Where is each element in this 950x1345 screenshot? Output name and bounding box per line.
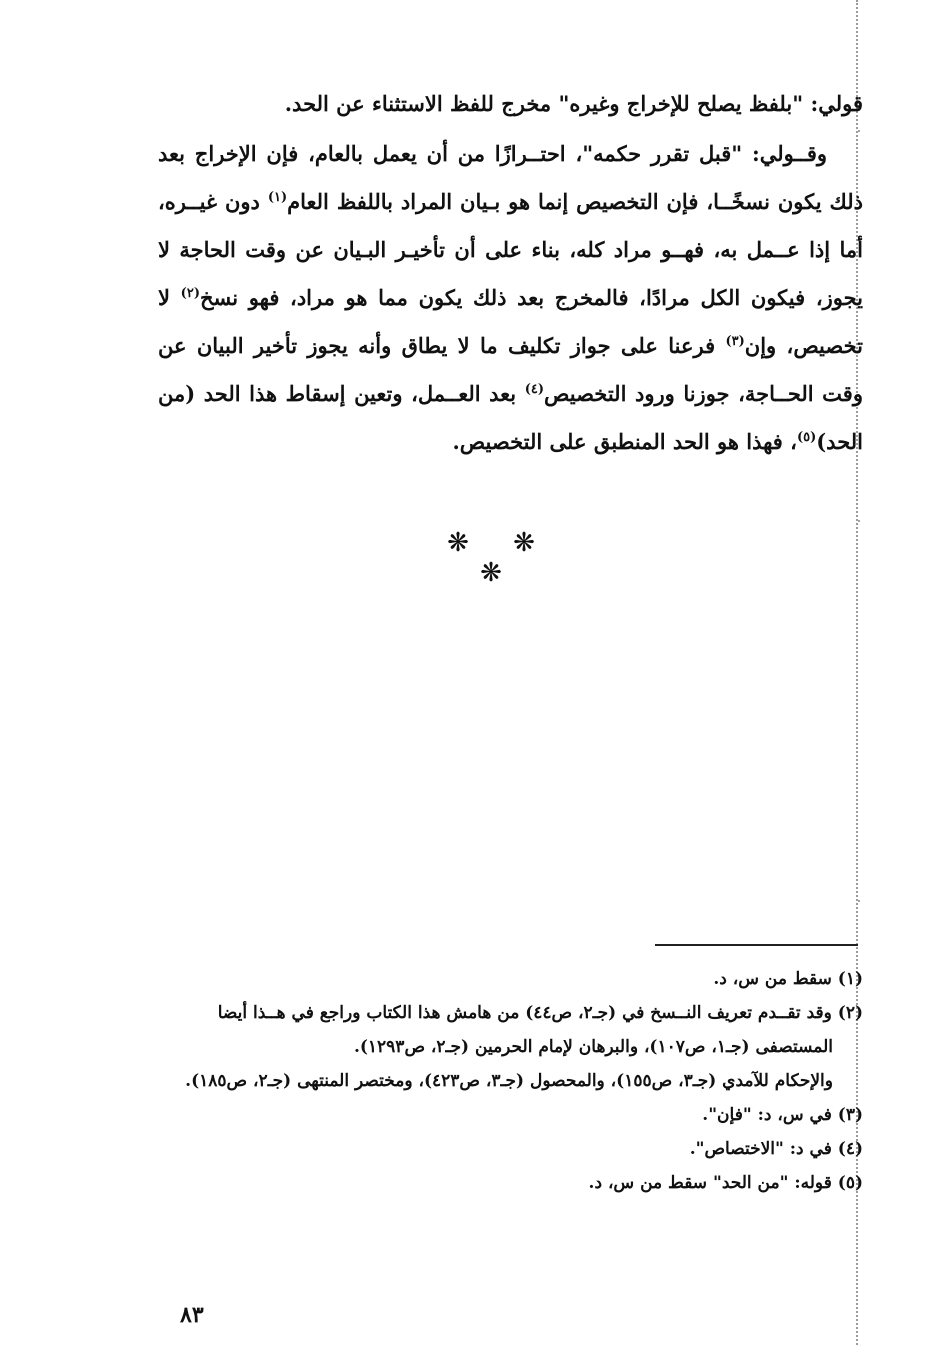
footnotes: [158, 964, 863, 1202]
footnote-5: (٥) قوله: "من الحد" سقط من س، د.: [588, 1173, 863, 1193]
paragraph-2-part-d: فرعنا على جواز تكليف ما لا يطاق وأنه يجوز تأخير البيان عن وقت الحــاجة، جوزنا ورود التخصيص: [158, 333, 863, 406]
footnote-4: (٤) في د: "الاختصاص".: [689, 1139, 863, 1159]
footnote-3: (٣) في س، د: "فإن".: [702, 1105, 863, 1125]
paragraph-2-part-c: لا تخصيص، وإن: [158, 285, 863, 358]
paragraph-1: قولي: "بلفظ يصلح للإخراج وغيره" مخرج للفظ الاستثناء عن الحد.: [284, 91, 863, 116]
paragraph-2-part-f: ، فهذا هو الحد المنطبق على التخصيص.: [452, 429, 797, 454]
main-text: [158, 80, 863, 466]
footnote-ref-1: (١): [267, 190, 288, 205]
section-ornament: ❋ ❋ ❋: [447, 528, 553, 588]
footnote-ref-5: (٥): [796, 430, 817, 445]
footnote-ref-3: (٣): [725, 334, 745, 349]
scan-speck: [858, 900, 860, 902]
scan-speck: [858, 520, 860, 522]
paragraph-2-part-a: وقــولي: "قبل تقرر حكمه"، احتــرازًا من أن يعمل بالعام، فإن الإخراج بعد ذلك يكون نسخًــا، فإن التخصيص إنما هو بـيان المراد باللفظ العام: [158, 141, 863, 214]
paragraph-2-part-b: دون غيــره، أما إذا عــمل به، فهــو مراد كله، بناء على أن تأخيـر البـيان عن وقت الحاجة لا يجوز، فيكون الكل مرادًا، فالمخرج بعد ذلك يكون مما هو مراد، فهو نسخ: [158, 189, 863, 310]
footnote-1: (١) سقط من س، د.: [713, 969, 863, 989]
footnote-2-line-3: والإحكام للآمدي (جـ٣، ص١٥٥)، والمحصول (جـ٣، ص٤٢٣)، ومختصر المنتهى (جـ٢، ص١٨٥).: [185, 1071, 833, 1091]
footnote-ref-4: (٤): [524, 382, 544, 397]
paragraph-2: [158, 130, 863, 466]
footnote-2-line-2: المستصفى (جـ١، ص١٠٧)، والبرهان لإمام الحرمين (جـ٢، ص١٢٩٣).: [353, 1037, 833, 1057]
footnote-ref-2: (٢): [180, 286, 200, 301]
footnote-2-line-1: (٢) وقد تقــدم تعريف النــسخ في (جـ٢، ص٤٤) من هامش هذا الكتاب وراجع في هــذا أيضا: [217, 1003, 863, 1023]
footnote-separator: [655, 944, 858, 946]
page-number: ٨٣: [180, 1302, 204, 1328]
paragraph-2-part-e: بعد العــمل، وتعين إسقاط هذا الحد (من الحد): [158, 381, 863, 454]
